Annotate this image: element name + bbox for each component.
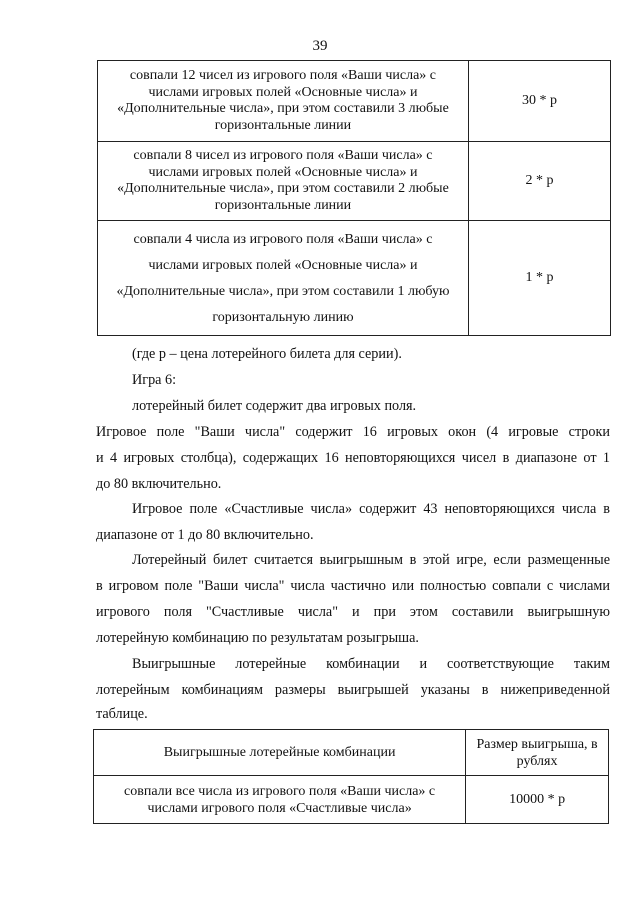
combination-cell: совпали 8 чисел из игрового поля «Ваши числа» с числами игровых полей «Основные числа» и «Дополнительные числа», при этом составили 2 любые горизонтальные линии: [98, 142, 469, 221]
prize-table-game-6: [93, 729, 609, 824]
header-prize: Размер выигрыша, в рублях: [466, 730, 609, 776]
table-row: [94, 776, 609, 824]
combination-cell: совпали 12 чисел из игрового поля «Ваши числа» с числами игровых полей «Основные числа» и «Дополнительные числа», при этом составили 3 любые горизонтальные линии: [98, 61, 469, 142]
game-heading: Игра 6:: [132, 372, 177, 388]
table-row: [98, 221, 611, 336]
prize-cell: 30 * р: [468, 61, 610, 142]
combination-cell: совпали все числа из игрового поля «Ваши числа» с числами игрового поля «Счастливые числа»: [94, 776, 466, 824]
header-combination: Выигрышные лотерейные комбинации: [94, 730, 466, 776]
page-number: 39: [312, 38, 328, 54]
prize-table-game-5: [97, 60, 611, 336]
table-header-row: [94, 730, 609, 776]
table-row: [98, 61, 611, 142]
prize-cell: 2 * р: [468, 142, 610, 221]
table-row: [98, 142, 611, 221]
combination-cell: совпали 4 числа из игрового поля «Ваши числа» с числами игровых полей «Основные числа» и «Дополнительные числа», при этом составили 1 любую горизонтальную линию: [98, 221, 469, 336]
ticket-description: лотерейный билет содержит два игровых поля.: [132, 398, 417, 414]
prize-cell: 1 * р: [468, 221, 610, 336]
price-note: (где р – цена лотерейного билета для серии).: [132, 346, 402, 362]
prize-cell: 10000 * р: [466, 776, 609, 824]
